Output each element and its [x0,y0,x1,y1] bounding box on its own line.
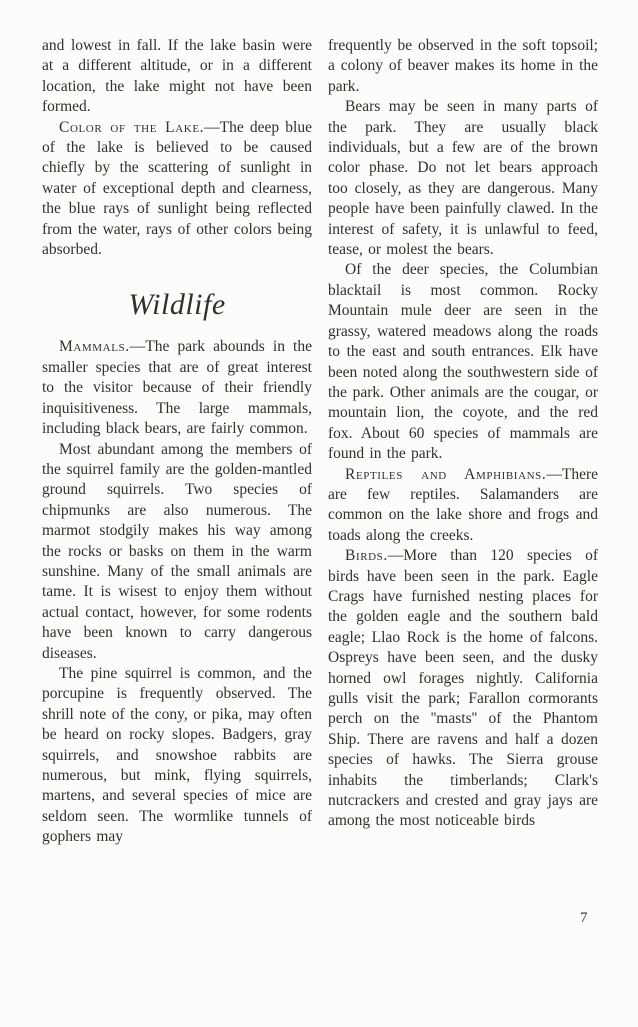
page-number: 7 [580,910,588,926]
left-column [42,36,312,848]
paragraph-text: —More than 120 species of birds have been seen in the park. Eagle Crags have furnished nesting places for the golden eagle and the southern bald eagle; Llao Rock is the home of falcons. Ospreys have been seen, and the dusky horned owl forages nightly. California gulls visit the park; Farallon cormorants perch on the ''masts'' of the Phantom Ship. There are ravens and half a dozen species of hawks. The Sierra grouse inhabits the timberlands; Clark's nutcrackers and crested and gray jays are among the most noticeable birds [328,547,598,830]
section-label: Birds. [345,547,388,565]
paragraph [328,260,598,464]
paragraph-text: —The deep blue of the lake is believed to be caused chiefly by the scattering of sunlight in water of exceptional depth and clearness, the blue rays of sunlight being reflected from the water, rays of other colors being absorbed. [42,118,312,259]
right-column [328,36,598,848]
paragraph [328,465,598,547]
paragraph [42,337,312,439]
paragraph-text: Most abundant among the members of the squirrel family are the golden-mantled ground squirrels. Two species of chipmunks are also numerous. The marmot stodgily makes his way among the rocks or basks on them in the warm sunshine. Many of the small animals are tame. It is wisest to enjoy them without actual contact, however, for some rodents have been known to carry dangerous diseases. [42,440,312,662]
paragraph-text: frequently be observed in the soft topsoil; a colony of beaver makes its home in the park. [328,37,598,95]
paragraph [328,36,598,97]
section-label: Color of the Lake. [59,118,205,136]
section-label: Reptiles and Amphibians. [345,465,547,483]
section-label: Mammals. [59,338,130,356]
paragraph-text: Bears may be seen in many parts of the park. They are usually black individuals, but a few are of the brown color phase. Do not let bears approach too closely, as they are dangerous. Many people have been painfully clawed. In the interest of safety, it is unlawful to feed, tease, or molest the bears. [328,98,598,259]
paragraph [42,118,312,261]
paragraph [328,546,598,832]
paragraph [42,440,312,664]
paragraph [42,36,312,118]
paragraph [328,97,598,260]
paragraph-text: Of the deer species, the Columbian blacktail is most common. Rocky Mountain mule deer are seen in the grassy, watered meadows along the roads to the east and south entrances. Elk have been noted along the southwestern side of the park. Other animals are the cougar, or mountain lion, the coyote, and the red fox. About 60 species of mammals are found in the park. [328,261,598,463]
paragraph [42,664,312,848]
paragraph-text: —There are few reptiles. Salamanders are common on the lake shore and frogs and toads along the creeks. [328,465,598,544]
paragraph-text: and lowest in fall. If the lake basin were at a different altitude, or in a different location, the lake might not have been formed. [42,37,312,116]
section-heading: Wildlife [128,288,226,322]
paragraph-text: —The park abounds in the smaller species that are of great interest to the visitor because of their friendly inquisitiveness. The large mammals, including black bears, are fairly common. [42,338,312,438]
paragraph-text: The pine squirrel is common, and the porcupine is frequently observed. The shrill note of the cony, or pika, may often be heard on rocky slopes. Badgers, gray squirrels, and snowshoe rabbits are numerous, but mink, flying squirrels, martens, and several species of mice are seldom seen. The wormlike tunnels of gophers may [42,664,312,846]
